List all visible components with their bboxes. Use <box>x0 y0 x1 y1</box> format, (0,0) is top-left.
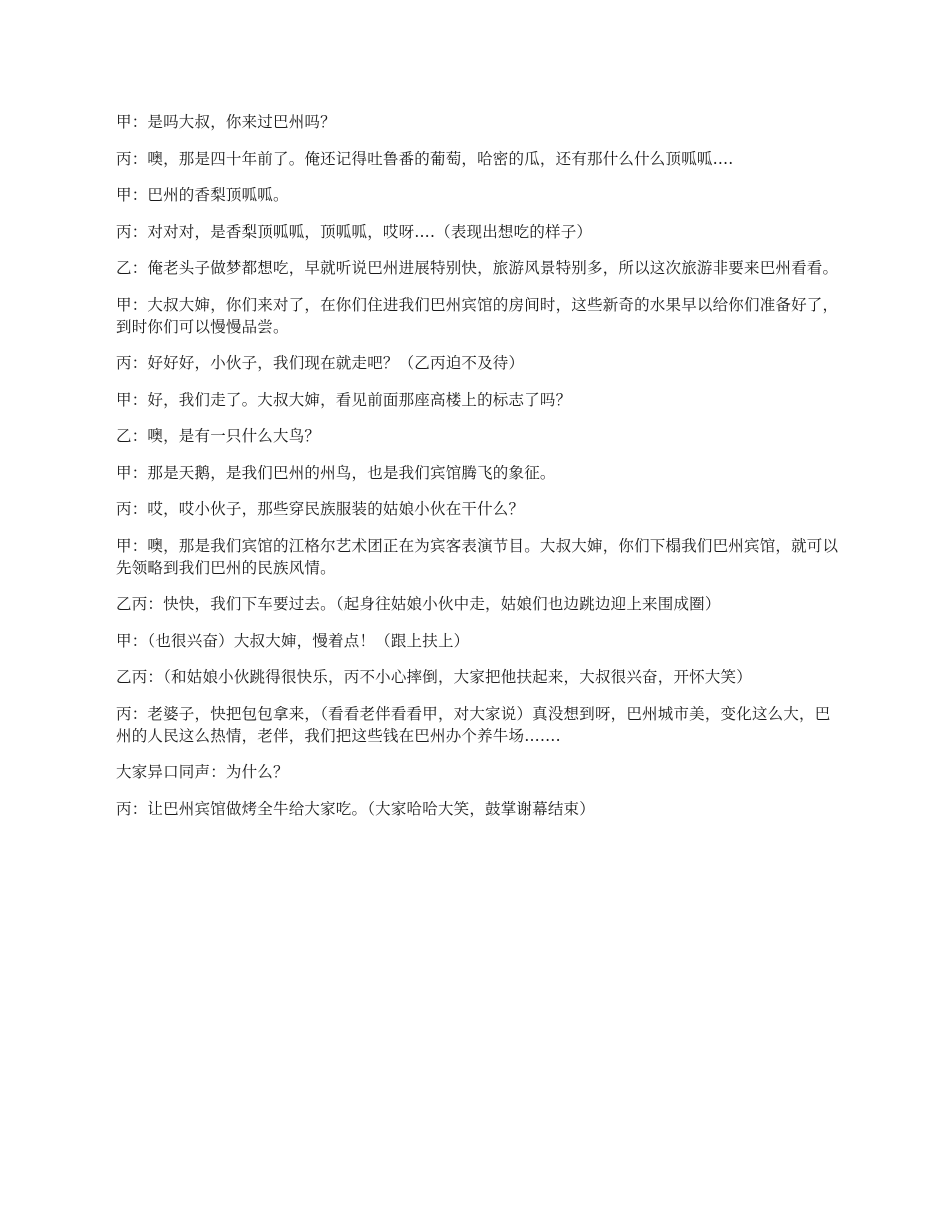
dialogue-line: 乙丙：（和姑娘小伙跳得很快乐，丙不小心摔倒，大家把他扶起来，大叔很兴奋，开怀大笑） <box>116 668 752 686</box>
dialogue-line: 甲：大叔大婶，你们来对了，在你们住进我们巴州宾馆的房间时，这些新奇的水果早以给你们准备好了，到时你们可以慢慢品尝。 <box>116 295 839 336</box>
dialogue-line: 甲：噢，那是我们宾馆的江格尔艺术团正在为宾客表演节目。大叔大婶，你们下榻我们巴州宾馆，就可以先领略到我们巴州的民族风情。 <box>116 536 839 577</box>
dialogue-line: 丙：让巴州宾馆做烤全牛给大家吃。（大家哈哈大笑，鼓掌谢幕结束） <box>116 799 595 818</box>
dialogue-line: 丙：好好好，小伙子，我们现在就走吧？（乙丙迫不及待） <box>116 354 525 372</box>
dialogue-line: 丙：对对对，是香梨顶呱呱，顶呱呱，哎呀….（表现出想吃的样子） <box>116 222 593 241</box>
dialogue-line: 甲：那是天鹅，是我们巴州的州鸟，也是我们宾馆腾飞的象征。 <box>116 463 556 482</box>
dialogue-line: 甲：（也很兴奋）大叔大婶，慢着点！（跟上扶上） <box>116 631 470 650</box>
dialogue-line: 丙：噢，那是四十年前了。俺还记得吐鲁番的葡萄，哈密的瓜，还有那什么什么顶呱呱…. <box>116 149 734 168</box>
dialogue-line: 甲：好，我们走了。大叔大婶，看见前面那座高楼上的标志了吗？ <box>116 390 572 409</box>
dialogue-line: 丙：老婆子，快把包包拿来，（看看老伴看看甲，对大家说）真没想到呀，巴州城市美，变化这么大，巴州的人民这么热情，老伴，我们把这些钱在巴州办个养牛场……. <box>116 704 831 745</box>
dialogue-line: 丙：哎，哎小伙子，那些穿民族服装的姑娘小伙在干什么？ <box>116 500 525 518</box>
dialogue-line: 乙：俺老头子做梦都想吃，早就听说巴州进展特别快，旅游风景特别多，所以这次旅游非要来巴州看看。 <box>116 259 839 277</box>
dialogue-line: 甲：巴州的香梨顶呱呱。 <box>116 186 289 204</box>
dialogue-line: 大家异口同声：为什么？ <box>116 763 289 781</box>
dialogue-line: 甲：是吗大叔，你来过巴州吗？ <box>116 113 336 131</box>
dialogue-line: 乙丙：快快，我们下车要过去。（起身往姑娘小伙中走，姑娘们也边跳边迎上来围成圈） <box>116 595 721 613</box>
dialogue-line: 乙：噢，是有一只什么大鸟？ <box>116 427 321 445</box>
script-dialogue <box>116 111 840 834</box>
